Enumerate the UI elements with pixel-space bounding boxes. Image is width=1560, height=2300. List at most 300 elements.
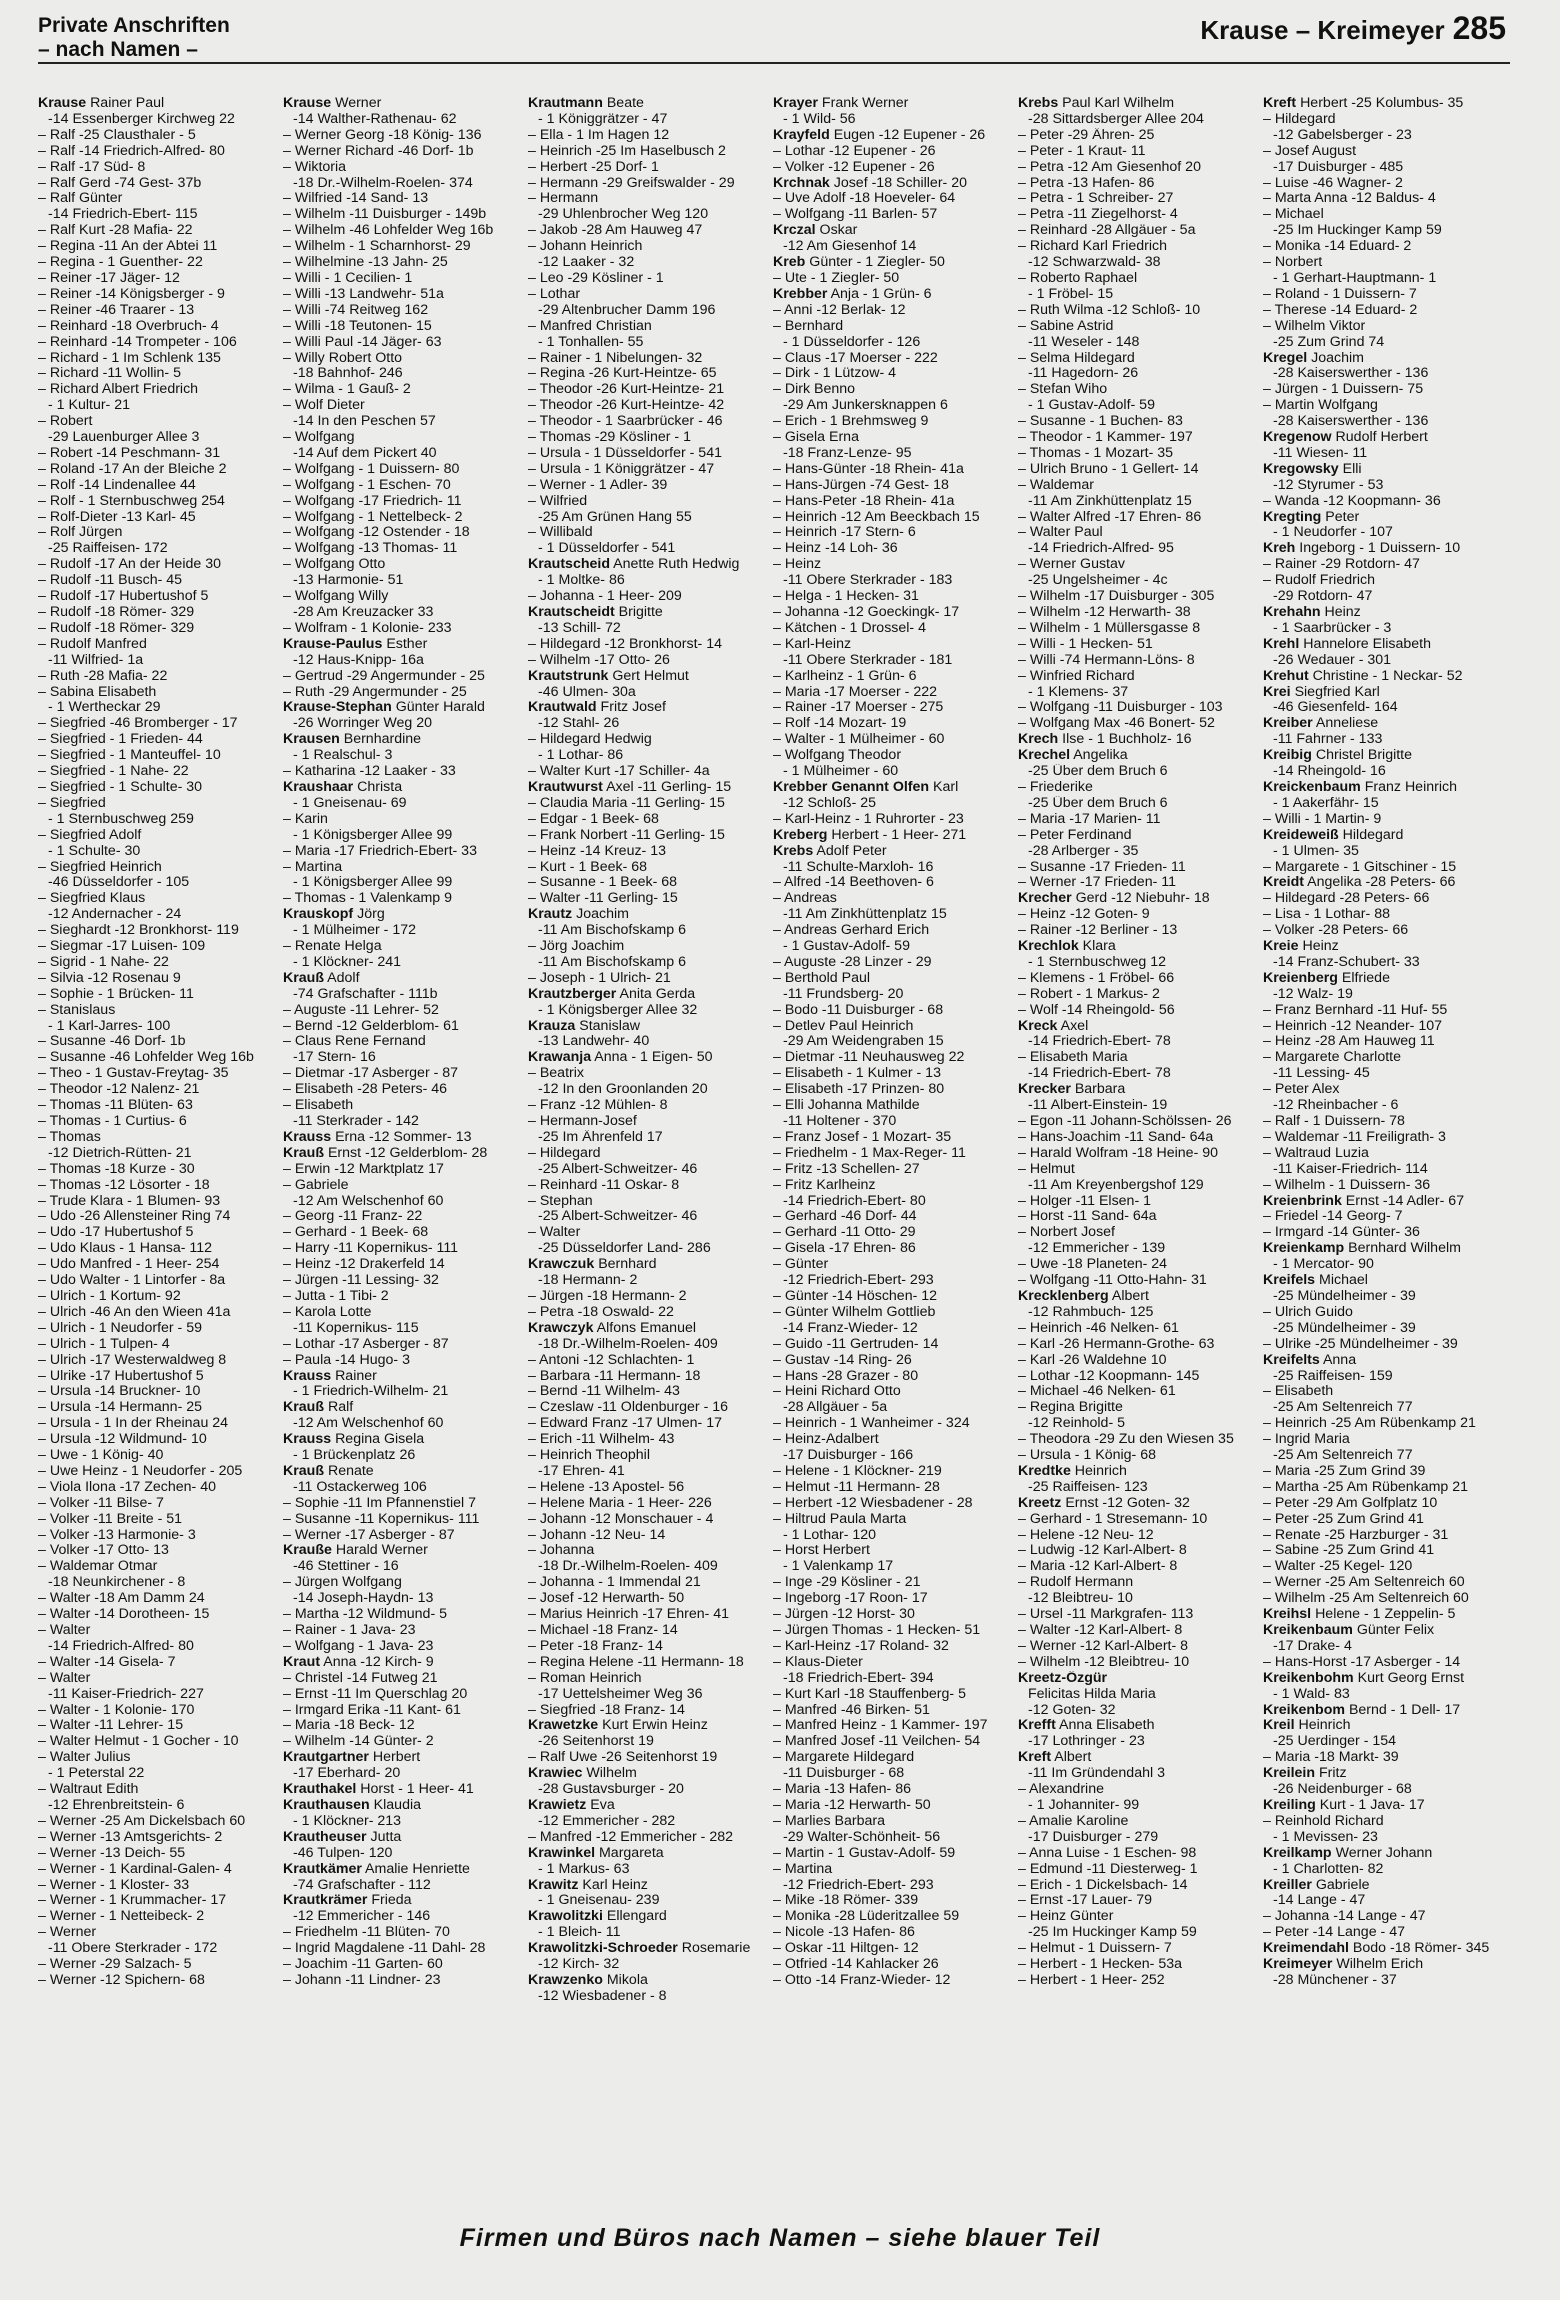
listing-entry: – Stefan Wiho [1018, 382, 1108, 398]
address-line: -25 Mündelheimer - 39 [1273, 1288, 1416, 1304]
listing-entry: – Renate -25 Harzburger - 31 [1263, 1527, 1449, 1543]
listing-entry: – Elisabeth [1263, 1384, 1334, 1400]
address-line: -11 Wiesen- 11 [1273, 445, 1368, 461]
listing-entry: – Otto -14 Franz-Wieder- 12 [773, 1972, 951, 1988]
entry-text: Gerd -12 Niebuhr- 18 [1075, 891, 1210, 907]
surname-entry [283, 700, 524, 716]
address-line: - 1 Karl-Jarres- 100 [48, 1018, 171, 1034]
entry-text: Anna -12 Kirch- 9 [323, 1654, 434, 1670]
address-line: -11 Am Kreyenbergshof 129 [1028, 1177, 1204, 1193]
listing-entry: – Erwin -12 Marktplatz 17 [283, 1161, 444, 1177]
listing-entry: – Robert - 1 Markus- 2 [1018, 986, 1160, 1002]
listing-entry: – Waldemar -11 Freiligrath- 3 [1263, 1129, 1446, 1145]
entry-text: Eva [590, 1797, 615, 1813]
address-line: -25 Raiffeisen- 159 [1273, 1368, 1393, 1384]
address-line: -17 Ehren- 41 [538, 1463, 625, 1479]
entry-text: Siegfried Karl [1294, 684, 1380, 700]
directory-column [773, 96, 1018, 2191]
listing-entry: – Ingrid Maria [1263, 1432, 1350, 1448]
listing-entry: – Bernd -11 Wilhelm- 43 [528, 1384, 680, 1400]
surname-entry [1018, 1464, 1259, 1480]
entry-text: Anja - 1 Grün- 6 [830, 286, 932, 302]
listing-entry: – Selma Hildegard [1018, 350, 1135, 366]
surname-entry [283, 637, 524, 653]
listing-entry: – Franz -12 Mühlen- 8 [528, 1098, 668, 1114]
address-line: -12 Reinhold- 5 [1028, 1416, 1126, 1432]
listing-entry: – Werner Georg -18 König- 136 [283, 127, 482, 143]
listing-entry: – Gabriele [283, 1177, 349, 1193]
entry-text: Ralf [327, 1400, 354, 1416]
surname-entry [1263, 462, 1504, 478]
listing-entry: – Sabine -25 Zum Grind 41 [1263, 1543, 1435, 1559]
surname: Krauthakel [283, 1782, 357, 1798]
listing-entry: – Josef August [1263, 143, 1357, 159]
listing-entry: – Rolf -14 Lindenallee 44 [38, 477, 196, 493]
listing-entry: – Wilhelm -12 Herwarth- 38 [1018, 605, 1191, 620]
surname: Krehahn [1263, 605, 1321, 620]
listing-entry: – Udo -17 Hubertushof 5 [38, 1225, 194, 1241]
address-line: Felicitas Hilda Maria [1028, 1686, 1156, 1702]
surname-entry [1263, 748, 1504, 764]
listing-entry: – Gisela Erna [773, 430, 859, 446]
listing-entry: – Peter -25 Zum Grind 41 [1263, 1511, 1424, 1527]
listing-entry: – Herbert -12 Wiesbadener - 28 [773, 1495, 973, 1511]
surname-entry [528, 780, 769, 796]
listing-entry: – Ulrich Bruno - 1 Gellert- 14 [1018, 461, 1199, 477]
surname-entry [283, 1130, 524, 1146]
listing-entry: – Hildegard Hedwig [528, 732, 652, 748]
surname-entry [1263, 1718, 1504, 1734]
address-line: -12 Friedrich-Ebert- 293 [783, 1877, 934, 1893]
surname: Krause [38, 96, 87, 111]
listing-entry: – Rainer - 1 Nibelungen- 32 [528, 350, 703, 366]
surname: Kreickenbaum [1263, 779, 1361, 795]
address-line: -18 Dr.-Wilhelm-Roelen- 409 [538, 1336, 718, 1352]
entry-text: Barbara [1074, 1082, 1126, 1098]
listing-entry: – Marlies Barbara [773, 1813, 885, 1829]
surname: Kreikenbaum [1263, 1623, 1353, 1638]
surname-entry [283, 1464, 524, 1480]
surname: Krautzberger [528, 986, 617, 1002]
entry-text: Stanislaw [579, 1018, 640, 1034]
listing-entry: – Fritz -13 Schellen- 27 [773, 1161, 920, 1177]
surname: Krayer [773, 96, 818, 111]
listing-entry: – Heinz Günter [1018, 1909, 1114, 1925]
listing-entry: – Regina Brigitte [1018, 1400, 1123, 1416]
address-line: - 1 Gerhart-Hauptmann- 1 [1273, 270, 1437, 286]
surname: Krautkämer [283, 1861, 362, 1877]
entry-text: Wilhelm Erich [1336, 1957, 1424, 1973]
surname-entry [1263, 1798, 1504, 1814]
page-range-heading [1200, 10, 1506, 47]
entry-text: Kurt - 1 Java- 17 [1319, 1797, 1425, 1813]
listing-entry: – Wolfgang - 1 Java- 23 [283, 1638, 434, 1654]
listing-entry: – Heinrich -25 Am Rübenkamp 21 [1263, 1416, 1476, 1432]
listing-entry: – Walter [528, 1225, 581, 1241]
address-line: -14 Friedrich-Ebert- 78 [1028, 1034, 1171, 1050]
footer-note: Firmen und Büros nach Namen – siehe blauer Teil [459, 2224, 1101, 2252]
listing-entry: – Wiktoria [283, 159, 347, 175]
listing-entry: – Helene Maria - 1 Heer- 226 [528, 1495, 712, 1511]
address-line: -29 Am Weidengraben 15 [783, 1034, 944, 1050]
directory-column [1263, 96, 1508, 2191]
listing-entry: – Werner - 1 Adler- 39 [528, 477, 668, 493]
surname: Krauss [283, 1368, 332, 1384]
surname-entry [1263, 637, 1504, 653]
entry-text: Oskar [819, 223, 858, 239]
surname: Krauss [283, 1129, 332, 1145]
listing-entry: – Wilhelm -12 Bleibtreu- 10 [1018, 1654, 1190, 1670]
listing-entry: – Elisabeth - 1 Kulmer - 13 [773, 1066, 941, 1082]
address-line: - 1 Mülheimer - 60 [783, 764, 899, 780]
entry-text: Herbert [372, 1750, 421, 1766]
surname-entry [1018, 1289, 1259, 1305]
address-line: -12 Stahl- 26 [538, 716, 620, 732]
listing-entry: – Ralf Uwe -26 Seitenhorst 19 [528, 1750, 718, 1766]
listing-entry: – Siegfried Klaus [38, 891, 146, 907]
listing-entry: – Willi Paul -14 Jäger- 63 [283, 334, 442, 350]
surname-entry [528, 96, 769, 112]
listing-entry: – Reinhard -11 Oskar- 8 [528, 1177, 680, 1193]
entry-text: Ilse - 1 Buchholz- 16 [1062, 732, 1192, 748]
entry-text: Peter [1325, 509, 1360, 525]
address-line: -46 Düsseldorfer - 105 [48, 875, 190, 891]
address-line: -12 Gabelsberger - 23 [1273, 127, 1412, 143]
entry-text: Karl Heinz [582, 1877, 648, 1893]
entry-text: Axel [1060, 1018, 1089, 1034]
listing-entry: – Norbert Josef [1018, 1225, 1115, 1241]
surname: Kreiling [1263, 1797, 1316, 1813]
listing-entry: – Petra - 1 Schreiber- 27 [1018, 191, 1174, 207]
surname-entry [1018, 748, 1259, 764]
address-line: - 1 Königgrätzer - 47 [538, 111, 668, 127]
listing-entry: – Ursula - 1 Königgrätzer - 47 [528, 461, 715, 477]
directory-column [528, 96, 773, 2191]
listing-entry: – Egon -11 Johann-Schölssen- 26 [1018, 1114, 1232, 1129]
surname-entry [1263, 1623, 1504, 1639]
listing-entry: – Dietmar -11 Neuhausweg 22 [773, 1050, 965, 1066]
listing-entry: – Irmgard Erika -11 Kant- 61 [283, 1702, 461, 1718]
surname-entry [528, 1846, 769, 1862]
address-line: -26 Worringer Weg 20 [293, 716, 433, 732]
surname-entry [1018, 1082, 1259, 1098]
listing-entry: – Volker -11 Bilse- 7 [38, 1495, 164, 1511]
listing-entry: – Wilhelm - 1 Scharnhorst- 29 [283, 239, 471, 255]
address-line: - 1 Mercator- 90 [1273, 1257, 1374, 1273]
surname-entry [528, 987, 769, 1003]
listing-entry: – Franz Bernhard -11 Huf- 55 [1263, 1002, 1448, 1018]
listing-entry: – Thomas - 1 Valenkamp 9 [283, 891, 453, 907]
listing-entry: – Werner -25 Am Dickelsbach 60 [38, 1813, 246, 1829]
entry-text: Wilhelm [586, 1766, 637, 1782]
address-line: -29 Uhlenbrocher Weg 120 [538, 207, 709, 223]
entry-text: Angelika [1073, 748, 1128, 764]
surname-entry [283, 907, 524, 923]
listing-entry: – Hans-Günter -18 Rhein- 41a [773, 461, 964, 477]
entry-text: Werner Johann [1335, 1845, 1433, 1861]
address-line: -13 Harmonie- 51 [293, 573, 404, 589]
listing-entry: – Hermann-Josef [528, 1114, 637, 1129]
entry-text: Franz Heinrich [1364, 779, 1457, 795]
entry-text: Christel Brigitte [1315, 748, 1413, 764]
listing-entry: – Karl -26 Waldehne 10 [1018, 1352, 1167, 1368]
address-line: -28 Münchener - 37 [1273, 1972, 1397, 1988]
listing-entry: – Maria -18 Markt- 39 [1263, 1750, 1399, 1766]
entry-text: Ernst -12 Gelderblom- 28 [327, 1145, 488, 1161]
listing-entry: – Martin Wolfgang [1263, 398, 1378, 414]
listing-entry: – Wolfram - 1 Kolonie- 233 [283, 620, 452, 636]
listing-entry: – Wilhelm -17 Duisburger - 305 [1018, 589, 1215, 605]
address-line: -12 Schloß- 25 [783, 795, 877, 811]
surname-entry [528, 669, 769, 685]
surname: Krebber Genannt Olfen [773, 779, 930, 795]
address-line: -26 Wedauer - 301 [1273, 652, 1392, 668]
entry-text: Anna - 1 Eigen- 50 [594, 1050, 713, 1066]
listing-entry: – Willi -18 Teutonen- 15 [283, 318, 432, 334]
listing-entry: – Stanislaus [38, 1002, 116, 1018]
listing-entry: – Elisabeth Maria [1018, 1050, 1128, 1066]
listing-entry: – Dietmar -17 Asberger - 87 [283, 1066, 459, 1082]
listing-entry: – Hans-Joachim -11 Sand- 64a [1018, 1129, 1214, 1145]
listing-entry: – Johann -12 Neu- 14 [528, 1527, 666, 1543]
listing-entry: – Udo Manfred - 1 Heer- 254 [38, 1257, 220, 1273]
entry-text: Karl [933, 779, 959, 795]
address-line: -28 Arlberger - 35 [1028, 843, 1139, 859]
listing-entry: – Jürgen Thomas - 1 Hecken- 51 [773, 1623, 981, 1638]
listing-entry: – Ute - 1 Ziegler- 50 [773, 270, 900, 286]
listing-entry: – Siegmar -17 Luisen- 109 [38, 939, 206, 955]
listing-entry: – Marius Heinrich -17 Ehren- 41 [528, 1607, 730, 1623]
listing-entry: – Maria -17 Marien- 11 [1018, 811, 1161, 827]
listing-entry: – Werner - 1 Krummacher- 17 [38, 1893, 227, 1909]
listing-entry: – Ursel -11 Markgrafen- 113 [1018, 1607, 1194, 1623]
listing-entry: – Walter - 1 Kolonie- 170 [38, 1702, 195, 1718]
listing-entry: – Petra -11 Ziegelhorst- 4 [1018, 207, 1178, 223]
listing-entry: – Helene -12 Neu- 12 [1018, 1527, 1154, 1543]
listing-entry: – Siegfried - 1 Schulte- 30 [38, 779, 203, 795]
listing-entry: – Volker -17 Otto- 13 [38, 1543, 169, 1559]
listing-entry: – Werner -13 Amtsgerichts- 2 [38, 1829, 223, 1845]
surname: Krause-Paulus [283, 636, 383, 652]
entry-text: Albert [1054, 1750, 1092, 1766]
listing-entry: – Ernst -17 Lauer- 79 [1018, 1893, 1153, 1909]
entry-text: Herbert - 1 Heer- 271 [831, 827, 967, 843]
listing-entry: – Rolf -14 Mozart- 19 [773, 716, 907, 732]
listing-entry: – Berthold Paul [773, 970, 871, 986]
listing-entry: – Roberto Raphael [1018, 270, 1138, 286]
surname: Krauße [283, 1543, 332, 1559]
listing-entry: – Heinrich Theophil [528, 1448, 650, 1464]
listing-entry: – Siegfried -18 Franz- 14 [528, 1702, 685, 1718]
listing-entry: – Elli Johanna Mathilde [773, 1098, 920, 1114]
surname: Krehl [1263, 636, 1300, 652]
surname: Krautstrunk [528, 668, 609, 684]
listing-entry: – Guido -11 Gertruden- 14 [773, 1336, 939, 1352]
listing-entry: – Auguste -11 Lehrer- 52 [283, 1002, 439, 1018]
entry-text: Heinrich [1298, 1718, 1351, 1734]
listing-entry: – Werner -25 Am Seltenreich 60 [1263, 1575, 1465, 1591]
address-line: - 1 Düsseldorfer - 541 [538, 541, 676, 557]
address-line: - 1 Lothar- 86 [538, 748, 624, 764]
header-rule [38, 62, 1510, 64]
listing-entry: – Peter - 1 Kraut- 11 [1018, 143, 1146, 159]
listing-entry: – Rolf - 1 Sternbuschweg 254 [38, 493, 225, 509]
listing-entry: – Richard -11 Wollin- 5 [38, 366, 181, 382]
address-line: - 1 Klemens- 37 [1028, 684, 1129, 700]
entry-text: Rainer Paul [90, 96, 165, 111]
address-line: -11 Holtener - 370 [783, 1114, 897, 1129]
surname: Krecklenberg [1018, 1288, 1109, 1304]
listing-entry: – Richard - 1 Im Schlenk 135 [38, 350, 221, 366]
listing-entry: – Gertrud -29 Angermunder - 25 [283, 668, 485, 684]
listing-entry: – Johann -11 Lindner- 23 [283, 1972, 441, 1988]
listing-entry: – Helene - 1 Klöckner- 219 [773, 1463, 942, 1479]
listing-entry: – Maria -12 Karl-Albert- 8 [1018, 1559, 1178, 1575]
listing-entry: – Martina [283, 859, 343, 875]
surname: Krawczuk [528, 1257, 595, 1273]
listing-entry: – Theodor - 1 Saarbrücker - 46 [528, 414, 723, 430]
listing-entry: – Alexandrine [1018, 1782, 1104, 1798]
listing-entry: – Maria -13 Hafen- 86 [773, 1782, 912, 1798]
surname-entry [283, 1432, 524, 1448]
address-line: -25 Raiffeisen- 172 [48, 541, 168, 557]
listing-entry: – Hildegard [1263, 111, 1336, 127]
entry-text: Kurt Georg Ernst [1357, 1670, 1465, 1686]
surname: Krautwald [528, 700, 597, 716]
address-line: - 1 Fröbel- 15 [1028, 286, 1114, 302]
listing-entry: – Walter -14 Dorotheen- 15 [38, 1607, 210, 1623]
surname: Kreft [1018, 1750, 1052, 1766]
surname: Kreienkamp [1263, 1241, 1345, 1257]
entry-text: Anna Elisabeth [1059, 1718, 1155, 1734]
address-line: -14 Walther-Rathenau- 62 [293, 111, 457, 127]
surname-entry [283, 1782, 524, 1798]
entry-text: Günter Felix [1356, 1623, 1435, 1638]
listing-entry: – Ralf Günter [38, 191, 123, 207]
listing-entry: – Udo -26 Allensteiner Ring 74 [38, 1209, 231, 1225]
surname-entry [528, 1050, 769, 1066]
surname-entry [1018, 891, 1259, 907]
listing-entry: – Karl-Heinz [773, 636, 852, 652]
address-line: - 1 Schulte- 30 [48, 843, 141, 859]
listing-entry: – Waltraut Edith [38, 1782, 139, 1798]
surname-entry [1018, 1671, 1259, 1687]
listing-entry: – Uwe - 1 König- 40 [38, 1448, 164, 1464]
listing-entry: – Heinz -28 Am Hauweg 11 [1263, 1034, 1435, 1050]
surname: Krechel [1018, 748, 1071, 764]
listing-entry: – Rudolf Hermann [1018, 1575, 1134, 1591]
listing-entry: – Jakob -28 Am Hauweg 47 [528, 223, 703, 239]
surname-entry [528, 605, 769, 621]
listing-entry: – Thomas - 1 Curtius- 6 [38, 1114, 187, 1129]
listing-entry: – Lothar -17 Asberger - 87 [283, 1336, 449, 1352]
listing-entry: – Werner -29 Salzach- 5 [38, 1957, 192, 1973]
surname-entry [1263, 685, 1504, 701]
listing-entry: – Friedhelm -11 Blüten- 70 [283, 1925, 450, 1941]
address-line: - 1 Wald- 83 [1273, 1686, 1350, 1702]
listing-entry: – Martin - 1 Gustav-Adolf- 59 [773, 1845, 956, 1861]
address-line: - 1 Sternbuschweg 12 [1028, 954, 1167, 970]
surname-entry [1018, 96, 1259, 112]
listing-entry: – Susanne -11 Kopernikus- 111 [283, 1511, 480, 1527]
listing-entry: – Siegfried Adolf [38, 827, 142, 843]
listing-entry: – Uve Adolf -18 Hoeveler- 64 [773, 191, 956, 207]
surname: Krauza [528, 1018, 576, 1034]
address-line: -12 Emmericher - 146 [293, 1909, 431, 1925]
listing-entry: – Wilhelmine -13 Jahn- 25 [283, 255, 448, 271]
surname: Krause [283, 96, 332, 111]
entry-text: Anneliese [1315, 716, 1379, 732]
listing-entry: – Mike -18 Römer- 339 [773, 1893, 919, 1909]
listing-entry: – Rainer -17 Moerser - 275 [773, 700, 944, 716]
address-line: -11 Kaiser-Friedrich- 114 [1273, 1161, 1428, 1177]
listing-entry: – Jürgen -12 Horst- 30 [773, 1607, 915, 1623]
section-heading-line2: – nach Namen – [38, 38, 198, 61]
surname: Krczal [773, 223, 816, 239]
listing-entry: – Thomas -12 Lösorter - 18 [38, 1177, 210, 1193]
listing-entry: – Rudolf -18 Römer- 329 [38, 605, 195, 620]
address-line: -12 Emmericher - 282 [538, 1813, 676, 1829]
listing-entry: – Ralf -14 Friedrich-Alfred- 80 [38, 143, 225, 159]
surname-entry [1263, 1671, 1504, 1687]
listing-entry: – Wolfgang Otto [283, 557, 386, 573]
surname: Krchnak [773, 175, 830, 191]
address-line: -25 Düsseldorfer Land- 286 [538, 1241, 711, 1257]
entry-text: Elfriede [1341, 970, 1390, 986]
listing-entry: – Maria -25 Zum Grind 39 [1263, 1463, 1426, 1479]
listing-entry: – Regina -26 Kurt-Heintze- 65 [528, 366, 717, 382]
address-line: -11 Am Bischofskamp 6 [538, 954, 686, 970]
listing-entry: – Jürgen -18 Hermann- 2 [528, 1288, 687, 1304]
surname-entry [283, 1543, 524, 1559]
address-line: -25 Albert-Schweitzer- 46 [538, 1161, 698, 1177]
surname-entry [283, 780, 524, 796]
listing-entry: – Elisabeth -17 Prinzen- 80 [773, 1082, 945, 1098]
surname-entry [528, 557, 769, 573]
address-line: -11 Frundsberg- 20 [783, 986, 904, 1002]
listing-entry: – Monika -14 Eduard- 2 [1263, 239, 1412, 255]
surname: Krech [1018, 732, 1059, 748]
surname-entry [283, 96, 524, 112]
listing-entry: – Sophie - 1 Brücken- 11 [38, 986, 194, 1002]
listing-entry: – Johann -12 Monschauer - 4 [528, 1511, 714, 1527]
entry-text: Rosemarie [681, 1941, 751, 1957]
address-line: - 1 Wild- 56 [783, 111, 856, 127]
address-line: - 1 Charlotten- 82 [1273, 1861, 1384, 1877]
listing-entry: – Horst -11 Sand- 64a [1018, 1209, 1157, 1225]
address-line: -14 Friedrich-Ebert- 115 [48, 207, 198, 223]
listing-entry: – Walter Paul [1018, 525, 1103, 541]
listing-entry: – Jutta - 1 Tibi- 2 [283, 1288, 389, 1304]
address-line: - 1 Valenkamp 17 [783, 1559, 894, 1575]
address-line: -11 Kopernikus- 115 [293, 1320, 419, 1336]
address-line: -14 Friedrich-Alfred- 80 [48, 1638, 194, 1654]
entry-text: Ernst -12 Goten- 32 [1065, 1495, 1190, 1511]
listing-entry: – Wolfgang Max -46 Bonert- 52 [1018, 716, 1215, 732]
entry-text: Ingeborg - 1 Duissern- 10 [1299, 541, 1461, 557]
listing-entry: – Werner - 1 Netteibeck- 2 [38, 1909, 205, 1925]
listing-entry: – Gerhard - 1 Beek- 68 [283, 1225, 429, 1241]
surname: Krauthausen [283, 1797, 370, 1813]
surname: Krecher [1018, 891, 1072, 907]
surname: Krautz [528, 907, 573, 923]
address-line: -12 Ehrenbreitstein- 6 [48, 1797, 185, 1813]
listing-entry: – Werner Richard -46 Dorf- 1b [283, 143, 474, 159]
entry-text: Gert Helmut [612, 668, 689, 684]
listing-entry: – Harry -11 Kopernikus- 111 [283, 1241, 459, 1257]
address-line: -74 Grafschafter - 111b [293, 986, 438, 1002]
listing-entry: – Auguste -28 Linzer - 29 [773, 954, 932, 970]
